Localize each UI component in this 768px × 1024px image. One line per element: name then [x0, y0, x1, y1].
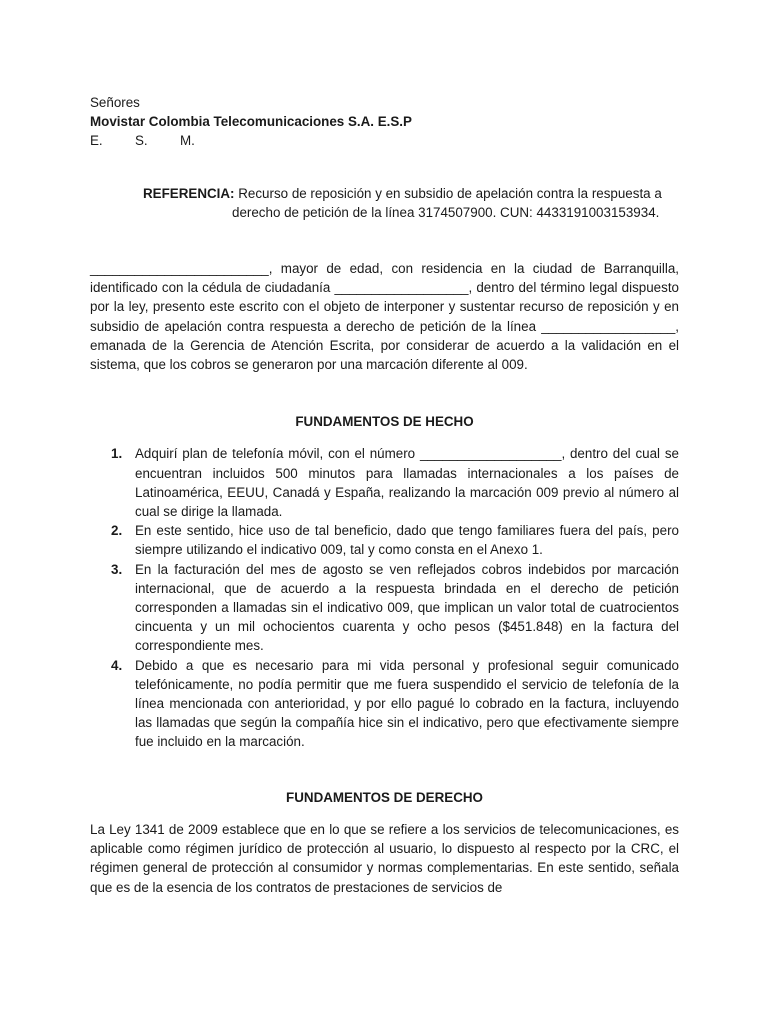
list-item-number: 2.	[111, 523, 123, 539]
reference-line-2: derecho de petición de la línea 3174507900. CUN: 4433191003153934.	[232, 204, 660, 220]
reference-label: REFERENCIA:	[143, 185, 235, 201]
law-paragraph: La Ley 1341 de 2009 establece que en lo que se refiere a los servicios de telecomunicaciones, es aplicable como régimen jurídico de protección al usuario, lo dispuesto al respecto por la CRC, el régimen general de protección al consumidor y normas complementarias. En este sentido, señala que es de la esencia de los contratos de prestaciones de servicios de	[90, 821, 679, 895]
list-item-text: En este sentido, hice uso de tal beneficio, dado que tengo familiares fuera del país, pero siempre utilizando el indicativo 009, tal y como consta en el Anexo 1.	[135, 523, 679, 558]
list-item-number: 4.	[111, 657, 123, 673]
list-item-text: Adquirí plan de telefonía móvil, con el número ___________________, dentro del cual se encuentran incluidos 500 minutos para llamadas internacionales a los países de Latinoamérica, EEUU, Canadá y España, realizando la marcación 009 previo al número al cual se dirige la llamada.	[135, 446, 679, 520]
company-name: Movistar Colombia Telecomunicaciones S.A. E.S.P	[90, 114, 412, 130]
facts-heading: FUNDAMENTOS DE HECHO	[295, 414, 474, 430]
list-item-number: 1.	[111, 446, 123, 462]
intro-paragraph: ________________________, mayor de edad, con residencia en la ciudad de Barranquilla, identificado con la cédula de ciudadanía __________________, dentro del término legal dispuesto por la ley, presento este escrito con el objeto de interponer y sustentar recurso de reposición y en subsidio de apelación contra respuesta a derecho de petición de la línea __________________, emanada de la Gerencia de Atención Escrita, por considerar de acuerdo a la validación en el sistema, que los cobros se generaron por una marcación diferente al 009.	[90, 261, 679, 373]
list-item-text: En la facturación del mes de agosto se ven reflejados cobros indebidos por marcación internacional, que de acuerdo a la respuesta brindada en el derecho de petición corresponden a llamadas sin el indicativo 009, que implican un valor total de cuatrocientos cincuenta y un mil ochocientos cuarenta y ocho pesos ($451.848) en la factura del correspondiente mes.	[135, 561, 679, 654]
list-item	[90, 521, 679, 559]
law-heading: FUNDAMENTOS DE DERECHO	[286, 789, 483, 805]
salutation: Señores	[90, 95, 140, 110]
list-item	[90, 656, 679, 752]
document-content	[90, 93, 679, 897]
esm-e: E.	[90, 133, 103, 149]
list-item	[90, 444, 679, 521]
list-item-text: Debido a que es necesario para mi vida personal y profesional seguir comunicado telefónicamente, no podía permitir que me fuera suspendido el servicio de telefonía de la línea mencionada con anterioridad, y por ello pagué lo cobrado en la factura, incluyendo las llamadas que según la compañía hice sin el indicativo, pero que efectivamente siempre fue incluido en la marcación.	[135, 657, 679, 750]
list-item	[90, 560, 679, 656]
addressee-block	[90, 93, 679, 151]
esm-line	[90, 131, 679, 150]
esm-s: S.	[135, 133, 148, 149]
facts-list	[90, 444, 679, 751]
reference-line-1: Recurso de reposición y en subsidio de apelación contra la respuesta a	[234, 185, 662, 201]
esm-m: M.	[180, 133, 195, 149]
list-item-number: 3.	[111, 561, 123, 577]
reference-block	[90, 184, 679, 222]
